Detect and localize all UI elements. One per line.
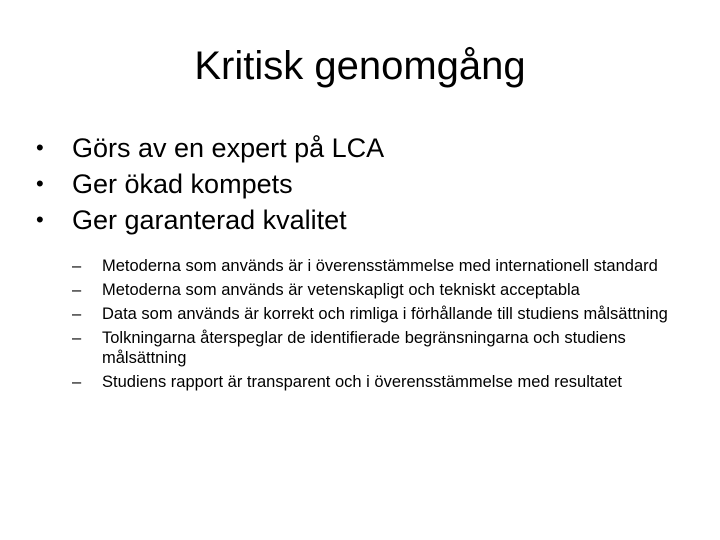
bullet-text: Görs av en expert på LCA: [72, 133, 385, 163]
sub-bullet-item: [72, 328, 672, 368]
sub-bullet-marker: –: [72, 329, 82, 347]
bullet-marker: •: [36, 207, 44, 232]
sub-bullet-text: Studiens rapport är transparent och i överensstämmelse med resultatet: [102, 373, 623, 391]
bullet-item: [36, 202, 686, 238]
sub-bullet-marker: –: [72, 281, 82, 299]
sub-bullet-text: Metoderna som används är vetenskapligt och tekniskt acceptabla: [102, 281, 580, 299]
sub-bullet-list: [72, 256, 672, 396]
sub-bullet-item: [72, 256, 672, 276]
sub-bullet-item: [72, 280, 672, 300]
bullet-text: Ger ökad kompets: [72, 169, 293, 199]
bullet-marker: •: [36, 135, 44, 160]
sub-bullet-marker: –: [72, 305, 82, 323]
bullet-marker: •: [36, 171, 44, 196]
sub-bullet-text: Tolkningarna återspeglar de identifierade begränsningarna och studiens målsättning: [102, 329, 626, 367]
bullet-text: Ger garanterad kvalitet: [72, 205, 347, 235]
sub-bullet-item: [72, 304, 672, 324]
bullet-list: [36, 130, 686, 238]
bullet-item: [36, 130, 686, 166]
sub-bullet-marker: –: [72, 373, 82, 391]
sub-bullet-text: Data som används är korrekt och rimliga i förhållande till studiens målsättning: [102, 305, 668, 323]
slide-title: Kritisk genomgång: [194, 44, 526, 88]
sub-bullet-marker: –: [72, 257, 82, 275]
sub-bullet-text: Metoderna som används är i överensstämmelse med internationell standard: [102, 257, 658, 275]
bullet-item: [36, 166, 686, 202]
sub-bullet-item: [72, 372, 672, 392]
